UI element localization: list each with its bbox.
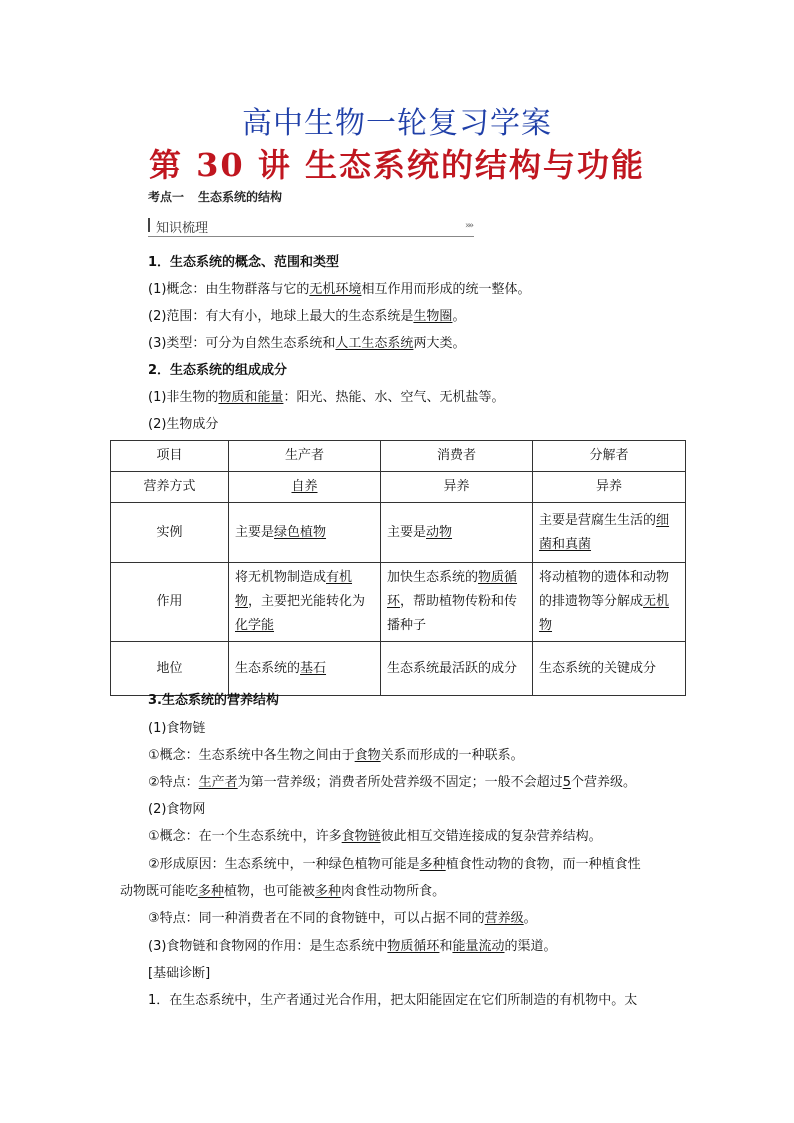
table-row: [111, 563, 686, 642]
table-row: [111, 472, 686, 503]
food-web-feature: ③特点：同一种消费者在不同的食物链中，可以占据不同的营养级。: [148, 911, 537, 926]
row-label-status: 地位: [111, 642, 229, 696]
cell-consumer-example: 主要是动物: [381, 503, 533, 563]
food-web-concept: ①概念：在一个生态系统中，许多食物链彼此相互交错连接成的复杂营养结构。: [148, 829, 602, 844]
food-web-reason-cont: 动物既可能吃多种植物，也可能被多种肉食性动物所食。: [120, 884, 446, 899]
table-row: [111, 441, 686, 472]
cell-producer-example: 主要是绿色植物: [229, 503, 381, 563]
part1-heading: 1．生态系统的概念、范围和类型: [148, 255, 340, 270]
section-mark-icon: [148, 218, 150, 232]
cell-producer-role: 将无机物制造成有机物，主要把光能转化为化学能: [229, 563, 381, 642]
table-header-cell: 项目: [111, 441, 229, 472]
double-chevron-icon: »»: [464, 221, 472, 231]
doc-title: 高中生物一轮复习学案: [242, 106, 552, 141]
table-row: [111, 642, 686, 696]
cell-decomposer-status: 生态系统的关键成分: [533, 642, 686, 696]
table-header-cell: 分解者: [533, 441, 686, 472]
diagnosis-item-1: 1．在生态系统中，生产者通过光合作用，把太阳能固定在它们所制造的有机物中。太: [148, 993, 638, 1008]
part1-range: (2)范围：有大有小，地球上最大的生态系统是生物圈。: [148, 309, 466, 324]
cell-producer-nutrition: 自养: [229, 472, 381, 503]
kaodian-title: 生态系统的结构: [198, 190, 283, 204]
table-header-cell: 消费者: [381, 441, 533, 472]
cell-decomposer-example: 主要是营腐生生活的细菌和真菌: [533, 503, 686, 563]
food-chain-web-role: (3)食物链和食物网的作用：是生态系统中物质循环和能量流动的渠道。: [148, 939, 557, 954]
lesson-title: 第 30 讲 生态系统的结构与功能: [149, 146, 645, 184]
part1-concept: (1)概念：由生物群落与它的无机环境相互作用而形成的统一整体。: [148, 282, 531, 297]
part2-biotic: (2)生物成分: [148, 417, 219, 432]
cell-consumer-role: 加快生态系统的物质循环，帮助植物传粉和传播种子: [381, 563, 533, 642]
row-label-role: 作用: [111, 563, 229, 642]
cell-consumer-nutrition: 异养: [381, 472, 533, 503]
food-chain-concept: ①概念：生态系统中各生物之间由于食物关系而形成的一种联系。: [148, 748, 524, 763]
cell-consumer-status: 生态系统最活跃的成分: [381, 642, 533, 696]
part2-heading: 2．生态系统的组成成分: [148, 363, 288, 378]
cell-producer-status: 生态系统的基石: [229, 642, 381, 696]
food-web-reason: ②形成原因：生态系统中，一种绿色植物可能是多种植食性动物的食物，而一种植食性: [148, 857, 641, 872]
cell-decomposer-nutrition: 异养: [533, 472, 686, 503]
food-chain-feature: ②特点：生产者为第一营养级；消费者所处营养级不固定；一般不会超过5个营养级。: [148, 775, 636, 790]
section-bar: [148, 216, 474, 237]
food-web-title: (2)食物网: [148, 802, 206, 817]
row-label-nutrition: 营养方式: [111, 472, 229, 503]
kaodian-heading: [148, 188, 296, 205]
part1-type: (3)类型：可分为自然生态系统和人工生态系统两大类。: [148, 336, 466, 351]
part3-heading: 3.生态系统的营养结构: [148, 693, 279, 708]
row-label-example: 实例: [111, 503, 229, 563]
table-header-cell: 生产者: [229, 441, 381, 472]
food-chain-title: (1)食物链: [148, 721, 206, 736]
diagnosis-heading: [基础诊断]: [148, 966, 211, 981]
components-table: [110, 440, 686, 696]
section-label: 知识梳理: [156, 221, 209, 236]
kaodian-number: 考点一: [148, 190, 185, 204]
table-row: [111, 503, 686, 563]
part2-abiotic: (1)非生物的物质和能量：阳光、热能、水、空气、无机盐等。: [148, 390, 505, 405]
cell-decomposer-role: 将动植物的遗体和动物的排遗物等分解成无机物: [533, 563, 686, 642]
